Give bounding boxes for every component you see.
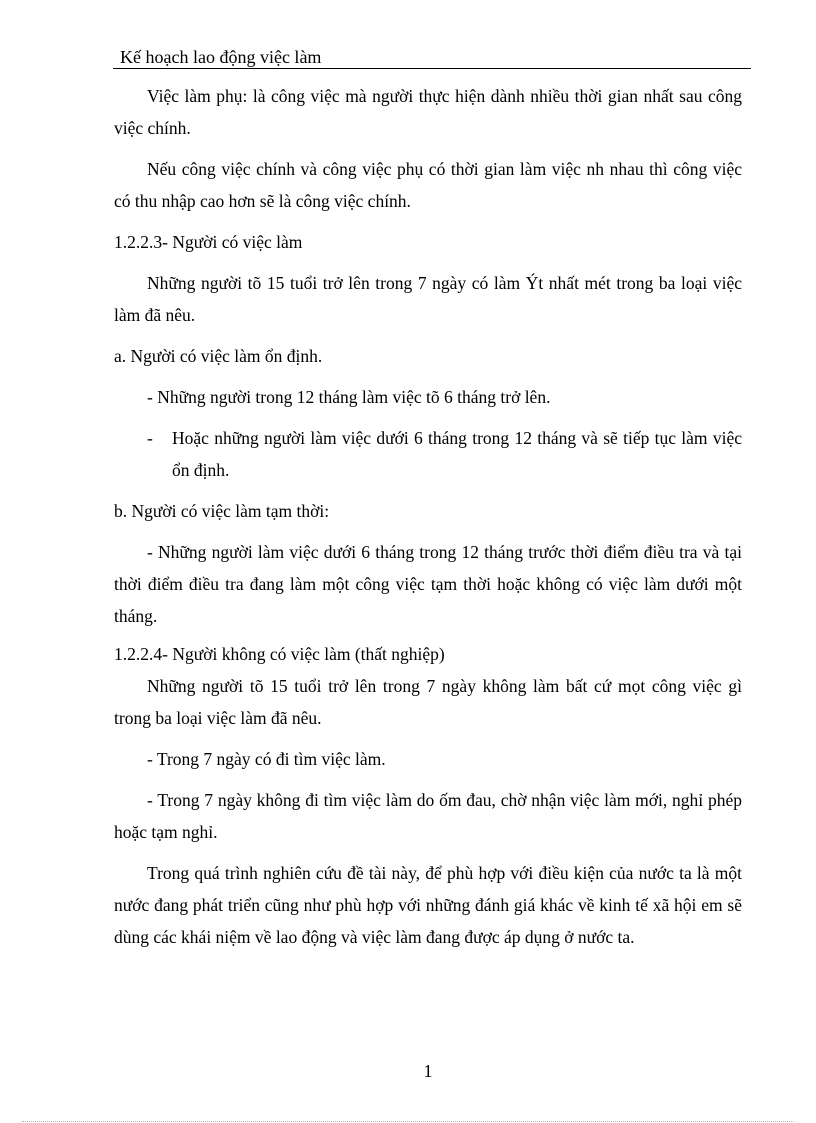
- list-item-stable-2: [114, 422, 742, 486]
- header-divider: [113, 68, 751, 69]
- section-heading-unemployed: 1.2.2.4- Người không có việc làm (thất nghiệp): [114, 644, 445, 664]
- list-item-stable-1: - Những người trong 12 tháng làm việc tõ 6 tháng trở lên.: [147, 387, 551, 407]
- paragraph-employed-definition: Những người tõ 15 tuổi trở lên trong 7 ngày có làm Ýt nhất mét trong ba loại việc làm đã nêu.: [114, 273, 742, 325]
- paragraph-unemployed-definition: Những người tõ 15 tuổi trở lên trong 7 ngày không làm bất cứ mọt công việc gì trong ba loại việc làm đã nêu.: [114, 676, 742, 728]
- paragraph-secondary-job: Việc làm phụ: là công việc mà người thực hiện dành nhiều thời gian nhất sau công việc chính.: [114, 86, 742, 138]
- paragraph-research-scope: Trong quá trình nghiên cứu đề tài này, để phù hợp với điều kiện của nước ta là một nước đang phát triển cũng như phù hợp với những đánh giá khác về kinh tế xã hội em sẽ dùng các khái niệm về lao động và việc làm đang được áp dụng ở nước ta.: [114, 863, 742, 947]
- document-body: [114, 80, 742, 953]
- page-number: 1: [423, 1061, 433, 1081]
- list-item-temporary-1: - Những người làm việc dưới 6 tháng trong 12 tháng trước thời điểm điều tra và tại thời điểm điều tra đang làm một công việc tạm thời hoặc không có việc làm dưới một tháng.: [114, 542, 742, 626]
- paragraph-main-vs-secondary: Nếu công việc chính và công việc phụ có thời gian làm việc nh nhau thì công việc có thu nhập cao hơn sẽ là công việc chính.: [114, 159, 742, 211]
- section-heading-employed: 1.2.2.3- Người có việc làm: [114, 232, 303, 252]
- subheading-stable-employment: a. Người có việc làm ổn định.: [114, 346, 323, 366]
- subheading-temporary-employment: b. Người có việc làm tạm thời:: [114, 501, 330, 521]
- list-bullet: -: [147, 428, 153, 448]
- running-header: Kế hoạch lao động việc làm: [120, 47, 322, 67]
- list-item-unemployed-2: - Trong 7 ngày không đi tìm việc làm do ốm đau, chờ nhận việc làm mới, nghỉ phép hoặc tạm nghỉ.: [114, 790, 742, 842]
- list-item-unemployed-1: - Trong 7 ngày có đi tìm việc làm.: [147, 749, 386, 769]
- page-bottom-border: [22, 1121, 794, 1122]
- list-item-text: Hoặc những người làm việc dưới 6 tháng trong 12 tháng và sẽ tiếp tục làm việc ổn định.: [172, 428, 742, 480]
